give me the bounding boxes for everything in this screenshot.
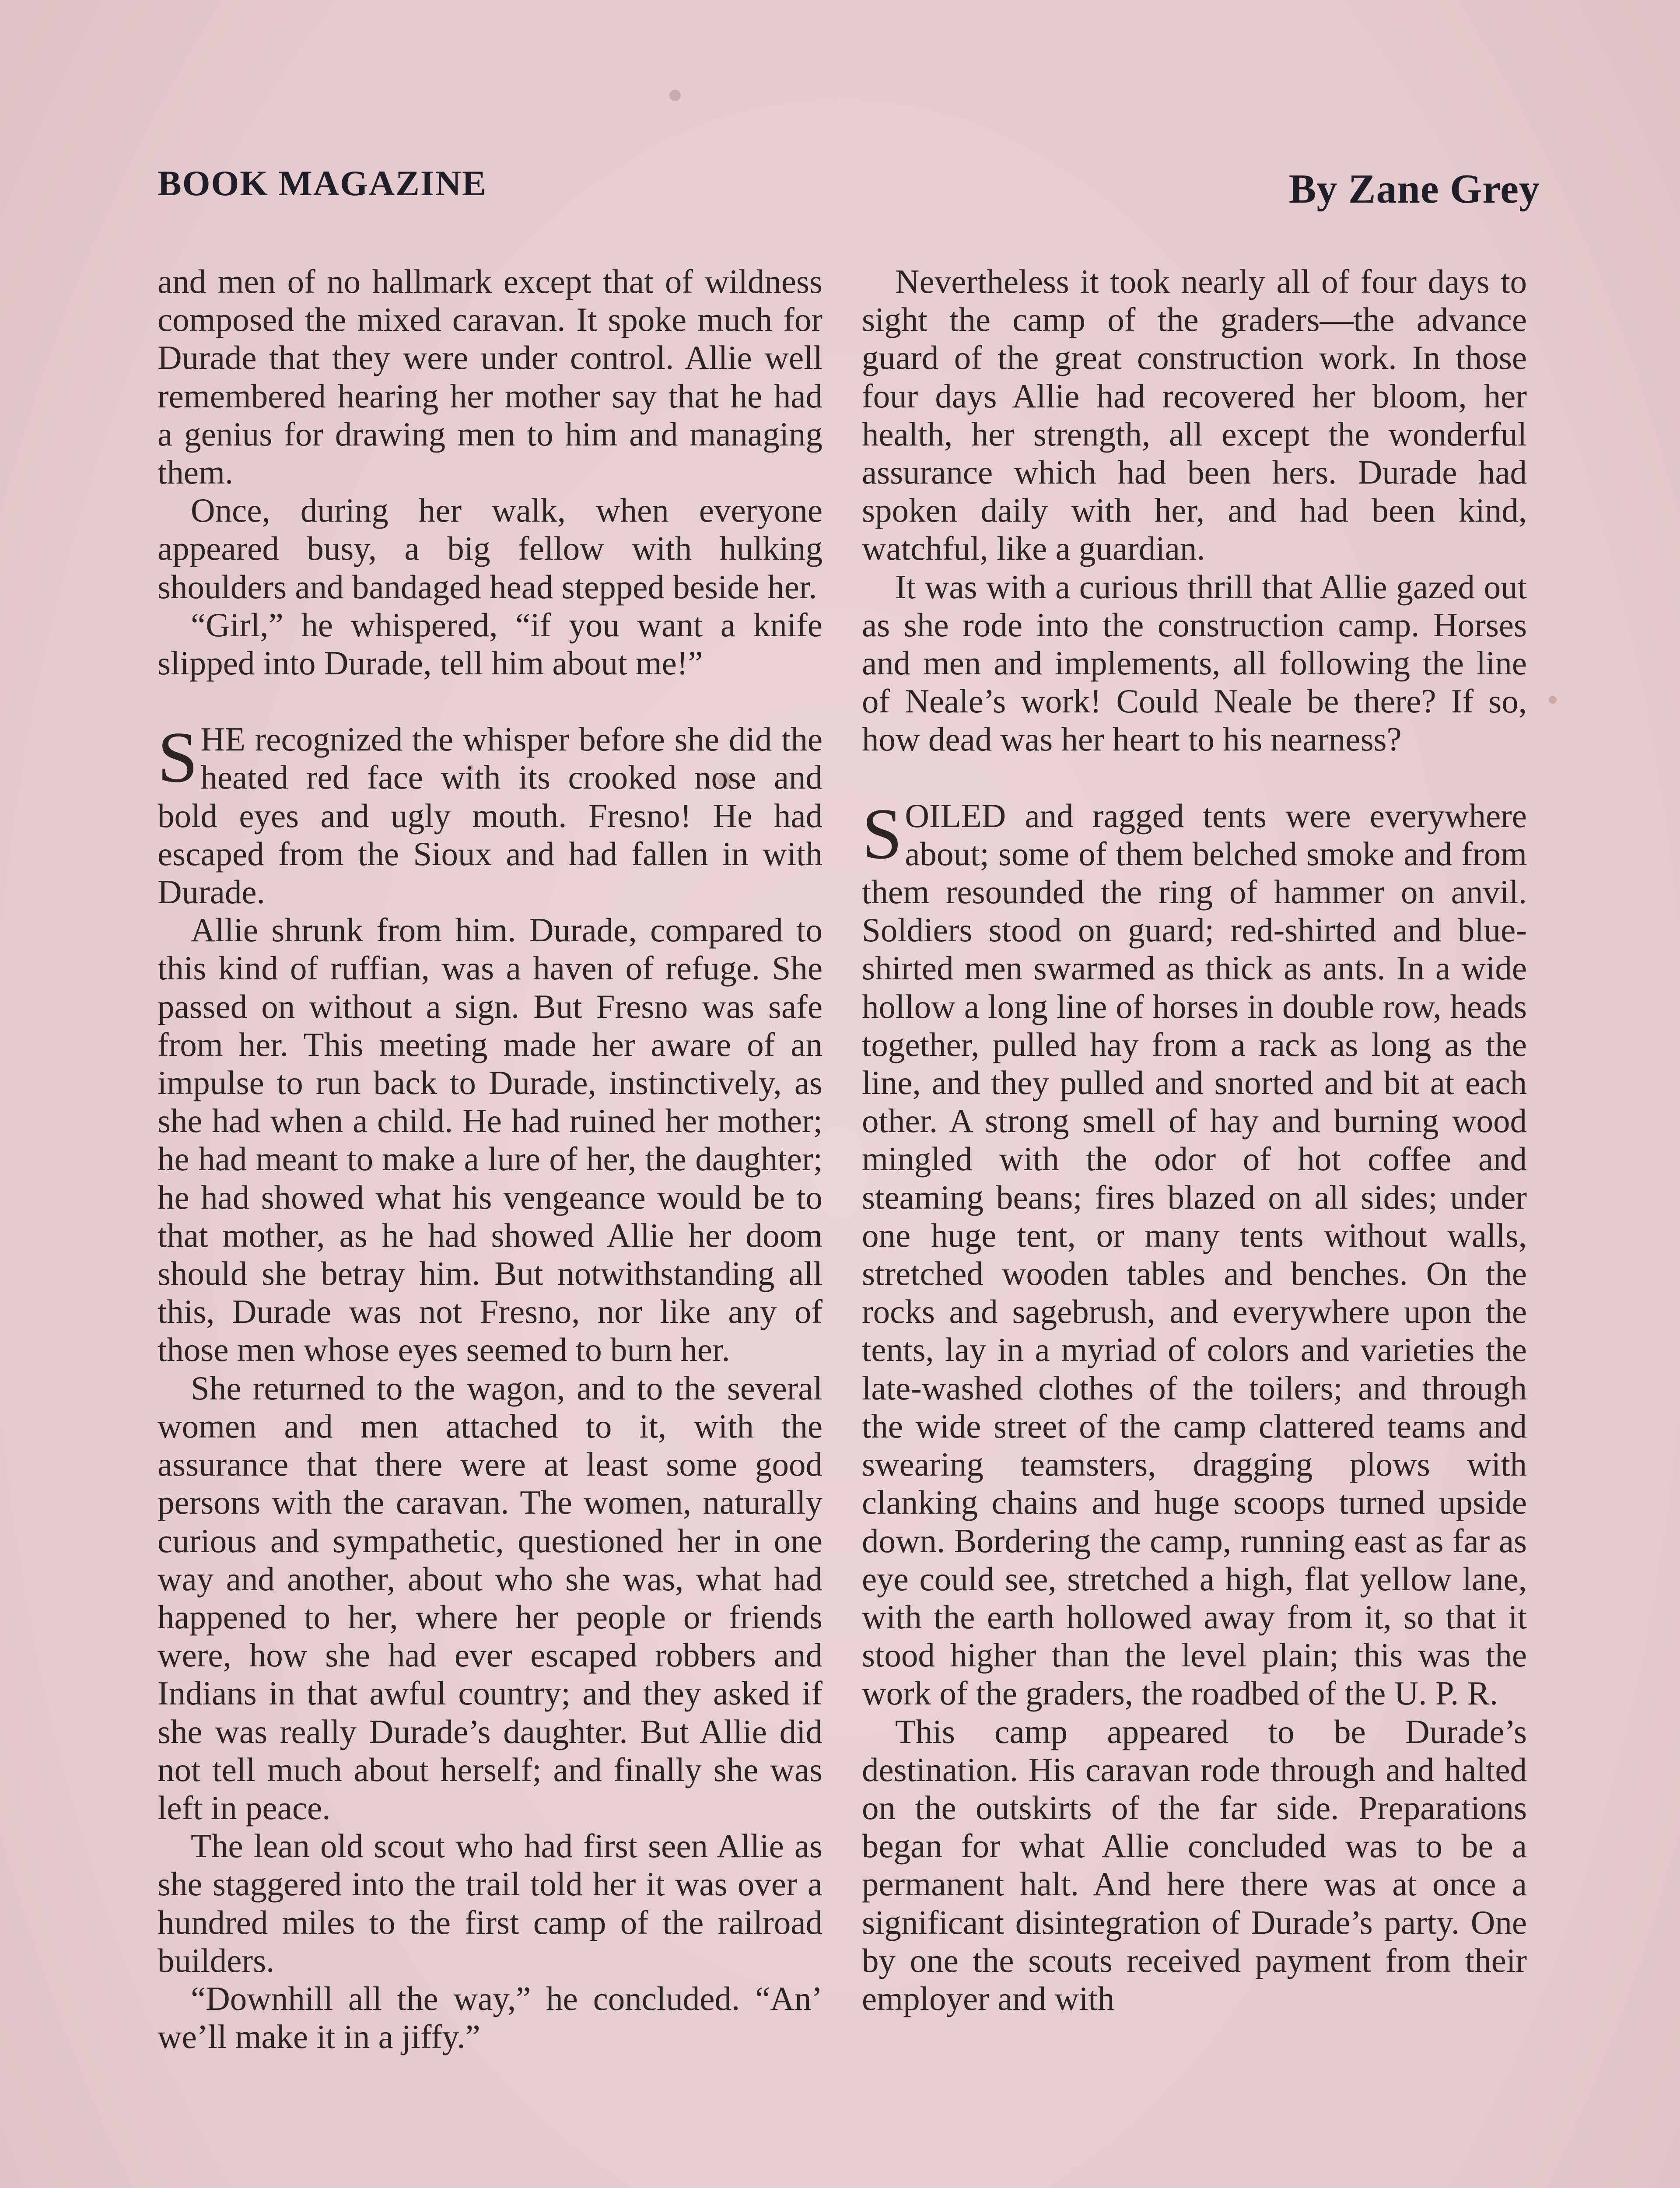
paragraph: She returned to the wagon, and to the several women and men attached to it, with the assurance that there were at least some good persons with the caravan. The women, naturally curious and sympathetic, questioned her in one way and another, about who she was, what had happened to her, where her people or friends were, how she had ever escaped robbers and Indians in that awful country; and they asked if she was really Durade’s daughter. But Allie did not tell much about herself; and finally she was left in peace. — [158, 1369, 822, 1827]
right-column — [862, 263, 1527, 2018]
author-byline: By Zane Grey — [1288, 166, 1540, 212]
paragraph: It was with a curious thrill that Allie gazed out as she rode into the construction camp. Horses and men and implements, all following the line of Neale’s work! Could Neale be there? If so, how dead was her heart to his nearness? — [862, 568, 1527, 758]
paragraph: The lean old scout who had first seen Allie as she staggered into the trail told her it was over a hundred miles to the first camp of the railroad builders. — [158, 1827, 822, 1979]
page-header — [158, 163, 1540, 211]
paragraph: Nevertheless it took nearly all of four days to sight the camp of the graders—the advance guard of the great construction work. In those four days Allie had recovered her bloom, her health, her strength, all except the wonderful assurance which had been hers. Durade had spoken daily with her, and had been kind, watchful, like a guardian. — [862, 263, 1527, 568]
paragraph-text: OILED and ragged tents were everywhere about; some of them belched smoke and from them resounded the ring of hammer on anvil. Soldiers stood on guard; red-shirted and blue-shirted men swarmed as thick as ants. In a wide hollow a long line of horses in double row, heads together, pulled hay from a rack as long as the line, and they pulled and snorted and bit at each other. A strong smell of hay and burning wood mingled with the odor of hot coffee and steaming beans; fires blazed on all sides; under one huge tent, or many tents without walls, stretched wooden tables and benches. On the rocks and sagebrush, and everywhere upon the tents, lay in a myriad of colors and varieties the late-washed clothes of the toilers; and through the wide street of the camp clattered teams and swearing teamsters, dragging plows with clanking chains and huge scoops turned upside down. Bordering the camp, running east as far as eye could see, stretched a high, flat yellow lane, with the earth hollowed away from it, so that it stood higher than the level plain; this was the work of the graders, the roadbed of the U. P. R. — [862, 796, 1527, 1712]
paragraph-dropcap — [158, 717, 822, 911]
paragraph: and men of no hallmark except that of wildness composed the mixed caravan. It spoke much for Durade that they were under control. Allie well remembered hearing her mother say that he had a genius for drawing men to him and managing them. — [158, 263, 822, 491]
paragraph: “Downhill all the way,” he concluded. “An’ we’ll make it in a jiffy.” — [158, 1979, 822, 2056]
drop-cap: S — [862, 793, 903, 874]
paragraph-dropcap — [862, 793, 1527, 1713]
paragraph: This camp appeared to be Durade’s destination. His caravan rode through and halted on the outskirts of the far side. Preparations began for what Allie concluded was to be a permanent halt. And here there was at once a significant disintegration of Durade’s party. One by one the scouts received payment from their employer and with — [862, 1712, 1527, 2017]
left-column — [158, 263, 822, 2056]
drop-cap: S — [158, 717, 198, 798]
paragraph: Once, during her walk, when everyone appeared busy, a big fellow with hulking shoulders and bandaged head stepped beside her. — [158, 491, 822, 606]
paragraph: Allie shrunk from him. Durade, compared to this kind of ruffian, was a haven of refuge. She passed on without a sign. But Fresno was safe from her. This meeting made her aware of an impulse to run back to Durade, instinctively, as she had when a child. He had ruined her mother; he had meant to make a lure of her, the daughter; he had showed what his vengeance would be to that mother, as he had showed Allie her doom should she betray him. But notwithstanding all this, Durade was not Fresno, nor like any of those men whose eyes seemed to burn her. — [158, 911, 822, 1369]
paragraph-text: HE recognized the whisper before she did the heated red face with its crooked nose and bold eyes and ugly mouth. Fresno! He had escaped from the Sioux and had fallen in with Durade. — [158, 720, 822, 911]
magazine-title: BOOK MAGAZINE — [158, 163, 487, 203]
paragraph: “Girl,” he whispered, “if you want a knife slipped into Durade, tell him about me!” — [158, 606, 822, 682]
